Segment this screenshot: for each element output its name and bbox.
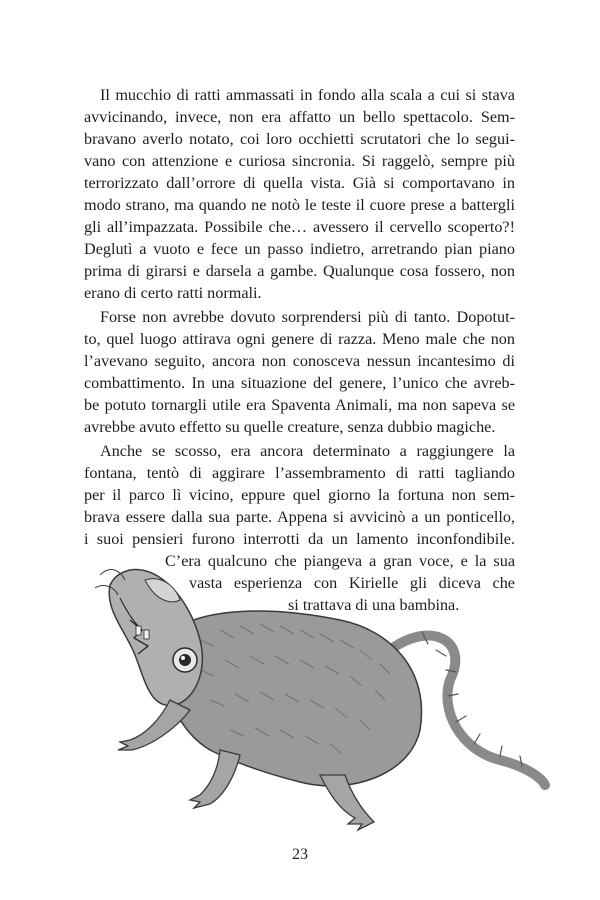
text-line: fontana, tentò di aggirare l’assembramento di ratti tagliando xyxy=(84,464,515,482)
text-line: gli all’impazzata. Possibile che… avessero il cervello scoperto?! xyxy=(84,218,515,236)
page-number: 23 xyxy=(292,846,308,863)
text-line: vasta esperienza con Kirielle gli diceva che xyxy=(189,574,515,592)
text-line: per il parco lì vicino, eppure quel giorno la fortuna non sem- xyxy=(84,486,515,504)
text-line: Il mucchio di ratti ammassati in fondo alla scala a cui si stava xyxy=(100,86,515,104)
text-line: erano di certo ratti normali. xyxy=(84,284,262,302)
text-line: si trattava di una bambina. xyxy=(288,596,460,614)
rat-illustration xyxy=(90,560,550,840)
rat-head xyxy=(95,570,202,706)
text-line: Deglutì a vuoto e fece un passo indietro, arretrando pian piano xyxy=(84,240,515,258)
text-line: C’era qualcuno che piangeva a gran voce, e la sua xyxy=(165,552,515,570)
text-line: l’avevano seguito, ancora non conosceva nessun incantesimo di xyxy=(84,352,515,370)
text-line: i suoi pensieri furono interrotti da un lamento inconfondibile. xyxy=(84,530,515,548)
text-line: avvicinando, invece, non era affatto un bello spettacolo. Sem- xyxy=(84,108,515,126)
text-line: to, quel luogo attirava ogni genere di razza. Meno male che non xyxy=(84,330,515,348)
text-line: vano con attenzione e curiosa sincronia. Si raggelò, sempre più xyxy=(84,152,515,170)
text-line: Anche se scosso, era ancora determinato a raggiungere la xyxy=(100,442,515,460)
text-line: modo strano, ma quando ne notò le teste il cuore prese a battergli xyxy=(84,196,515,214)
text-line: be potuto tornargli utile era Spaventa Animali, ma non sapeva se xyxy=(84,396,515,414)
text-line: brava essere dalla sua parte. Appena si avvicinò a un ponticello, xyxy=(84,508,515,526)
text-line: prima di girarsi e darsela a gambe. Qualunque cosa fossero, non xyxy=(84,262,515,280)
text-line: avrebbe avuto effetto su quelle creature, senza dubbio magiche. xyxy=(84,418,496,436)
text-line: Forse non avrebbe dovuto sorprendersi più di tanto. Dopotut- xyxy=(100,308,515,326)
text-line: bravano averlo notato, coi loro occhietti scrutatori che lo segui- xyxy=(84,130,515,148)
text-line: terrorizzato dall’orrore di quella vista. Già si comportavano in xyxy=(84,174,515,192)
text-line: combattimento. In una situazione del genere, l’unico che avreb- xyxy=(84,374,515,392)
